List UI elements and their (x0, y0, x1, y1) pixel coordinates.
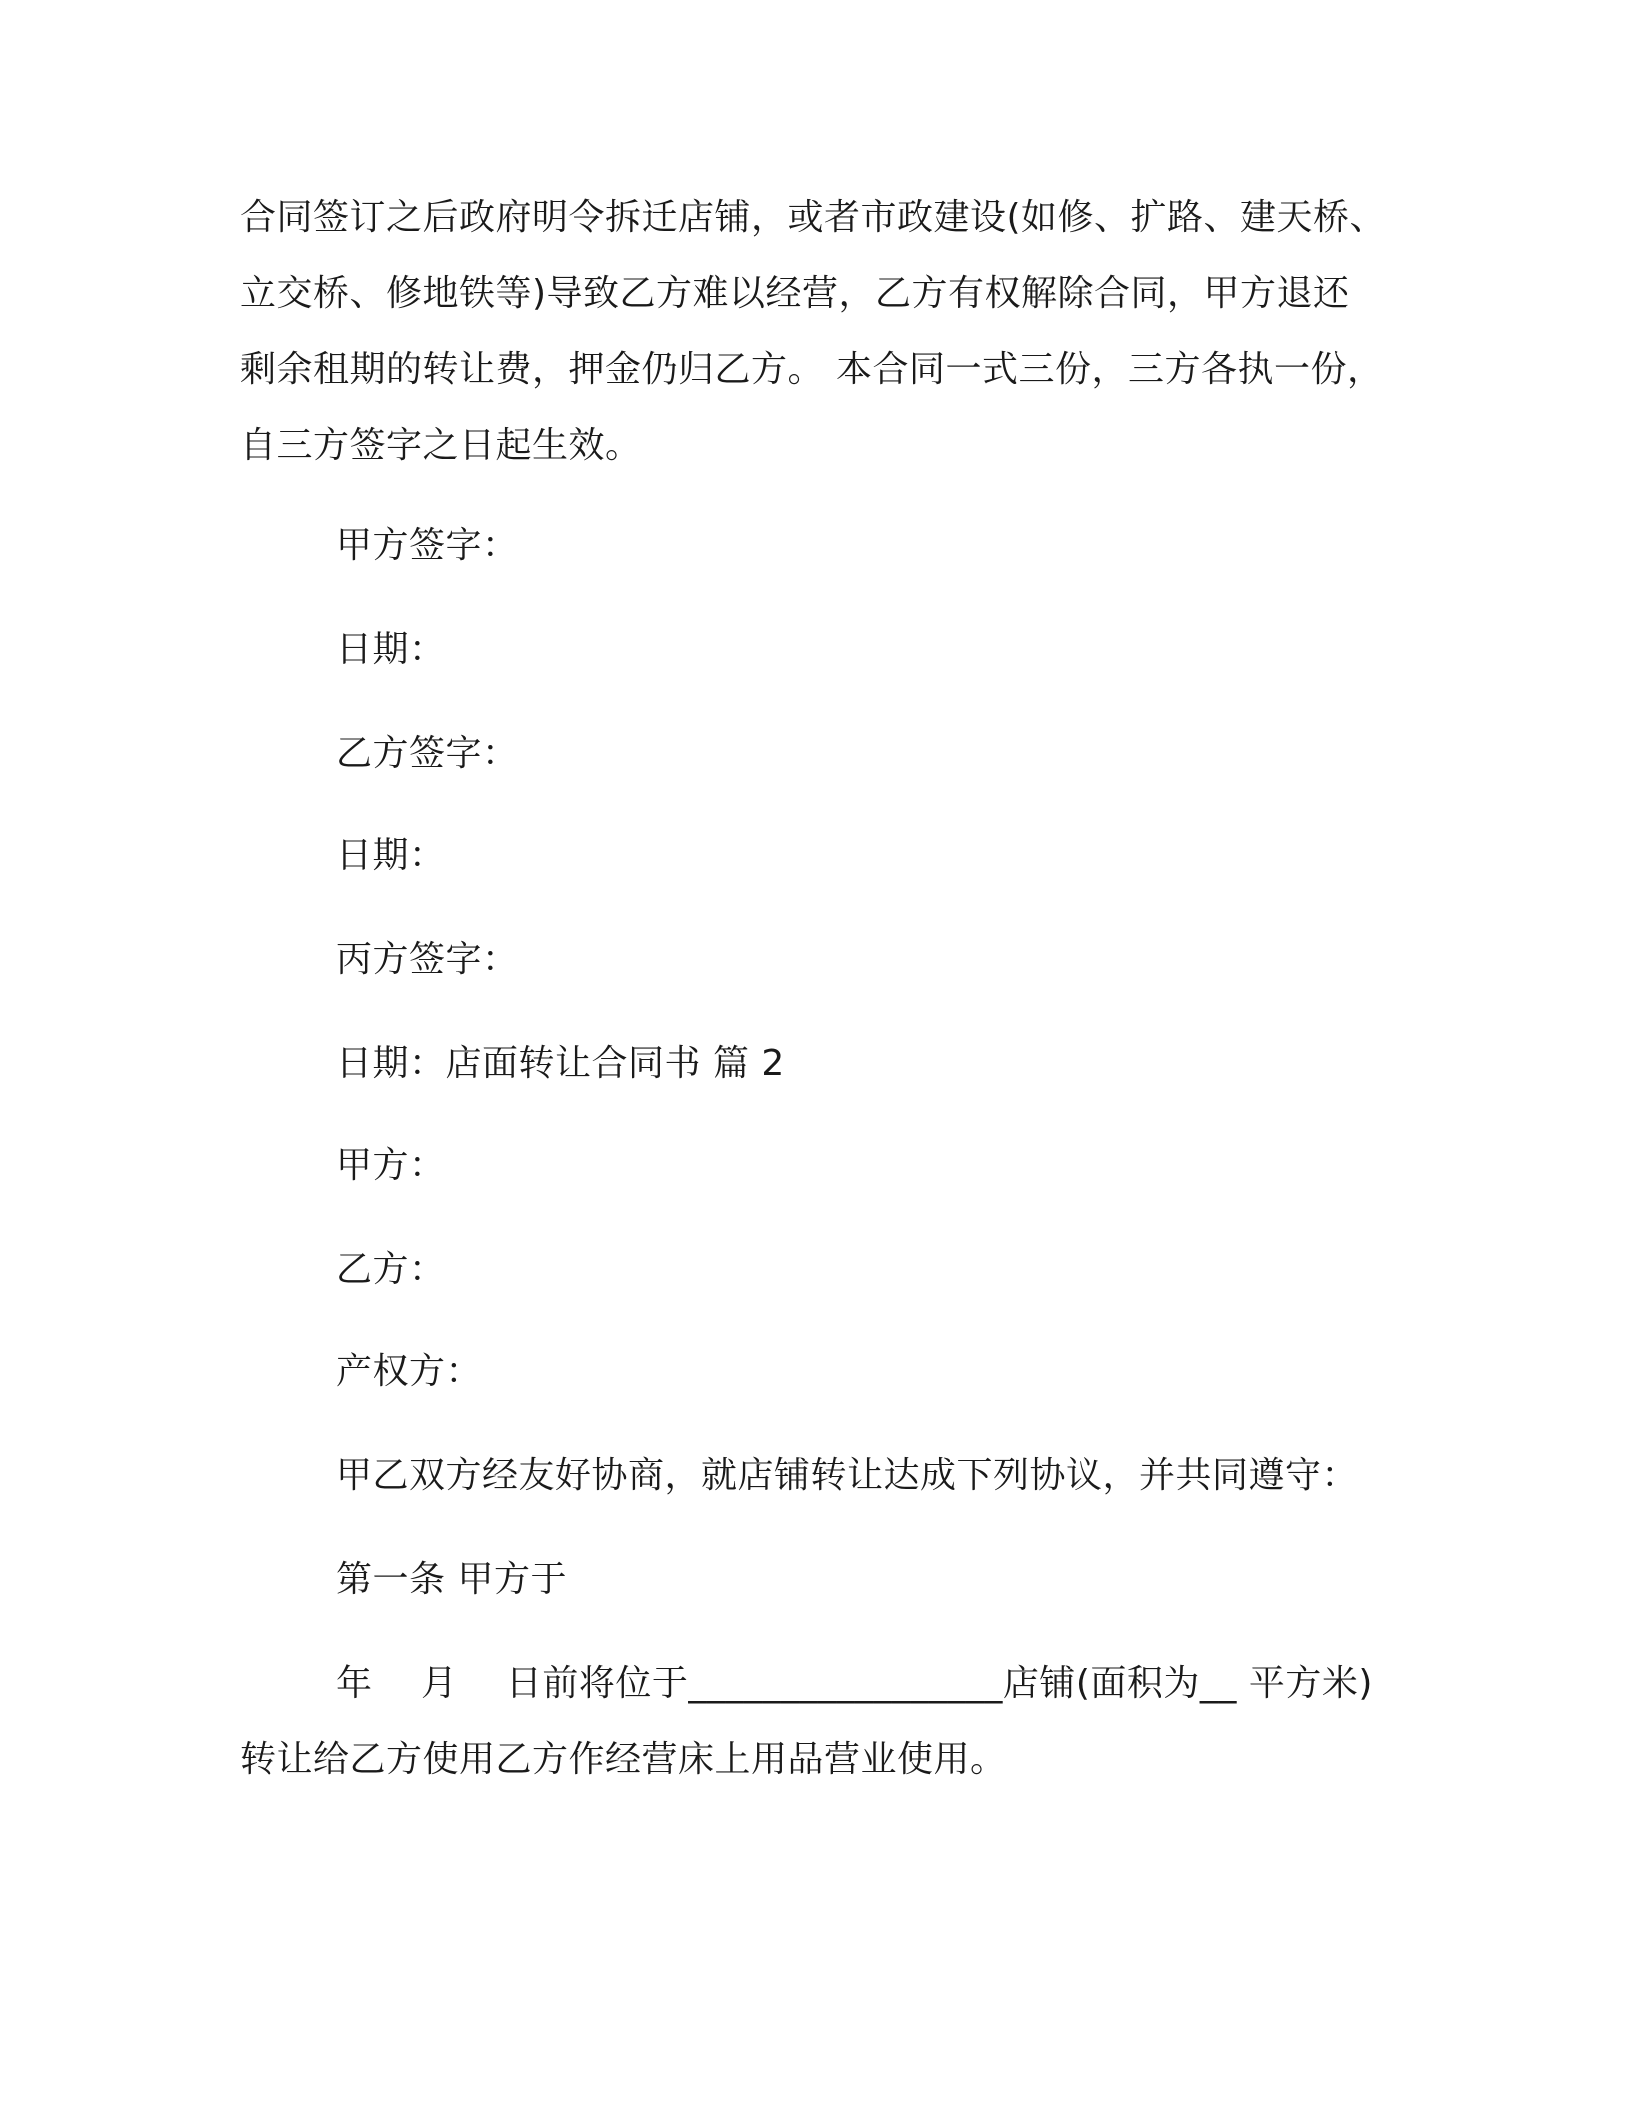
date-label: 日期： (336, 835, 446, 876)
date-and-section-title: 日期：店面转让合同书 篇 2 (336, 1043, 785, 1084)
party-a-label: 甲方： (336, 1145, 446, 1186)
article-1-heading: 第一条 甲方于 (336, 1559, 567, 1600)
date-label: 日期： (336, 629, 446, 670)
article-1-line-2: 转让给乙方使用乙方作经营床上用品营业使用。 (240, 1739, 1007, 1780)
party-c-signature-label: 丙方签字： (336, 939, 519, 980)
party-b-label: 乙方： (336, 1249, 446, 1290)
paragraph-line: 剩余租期的转让费，押金仍归乙方。 本合同一式三份，三方各执一份， (240, 349, 1384, 390)
paragraph-line: 立交桥、修地铁等)导致乙方难以经营，乙方有权解除合同，甲方退还 (240, 273, 1350, 314)
party-a-signature-label: 甲方签字： (336, 525, 519, 566)
agreement-intro: 甲乙双方经友好协商，就店铺转让达成下列协议，并共同遵守： (336, 1455, 1359, 1496)
property-owner-label: 产权方： (336, 1351, 483, 1392)
party-b-signature-label: 乙方签字： (336, 733, 519, 774)
paragraph-line: 合同签订之后政府明令拆迁店铺，或者市政建设(如修、扩路、建天桥、 (240, 197, 1387, 238)
article-1-line-1: 年 月 日前将位于_________________店铺(面积为__ 平方米) (336, 1663, 1373, 1704)
paragraph-line: 自三方签字之日起生效。 (240, 425, 642, 466)
